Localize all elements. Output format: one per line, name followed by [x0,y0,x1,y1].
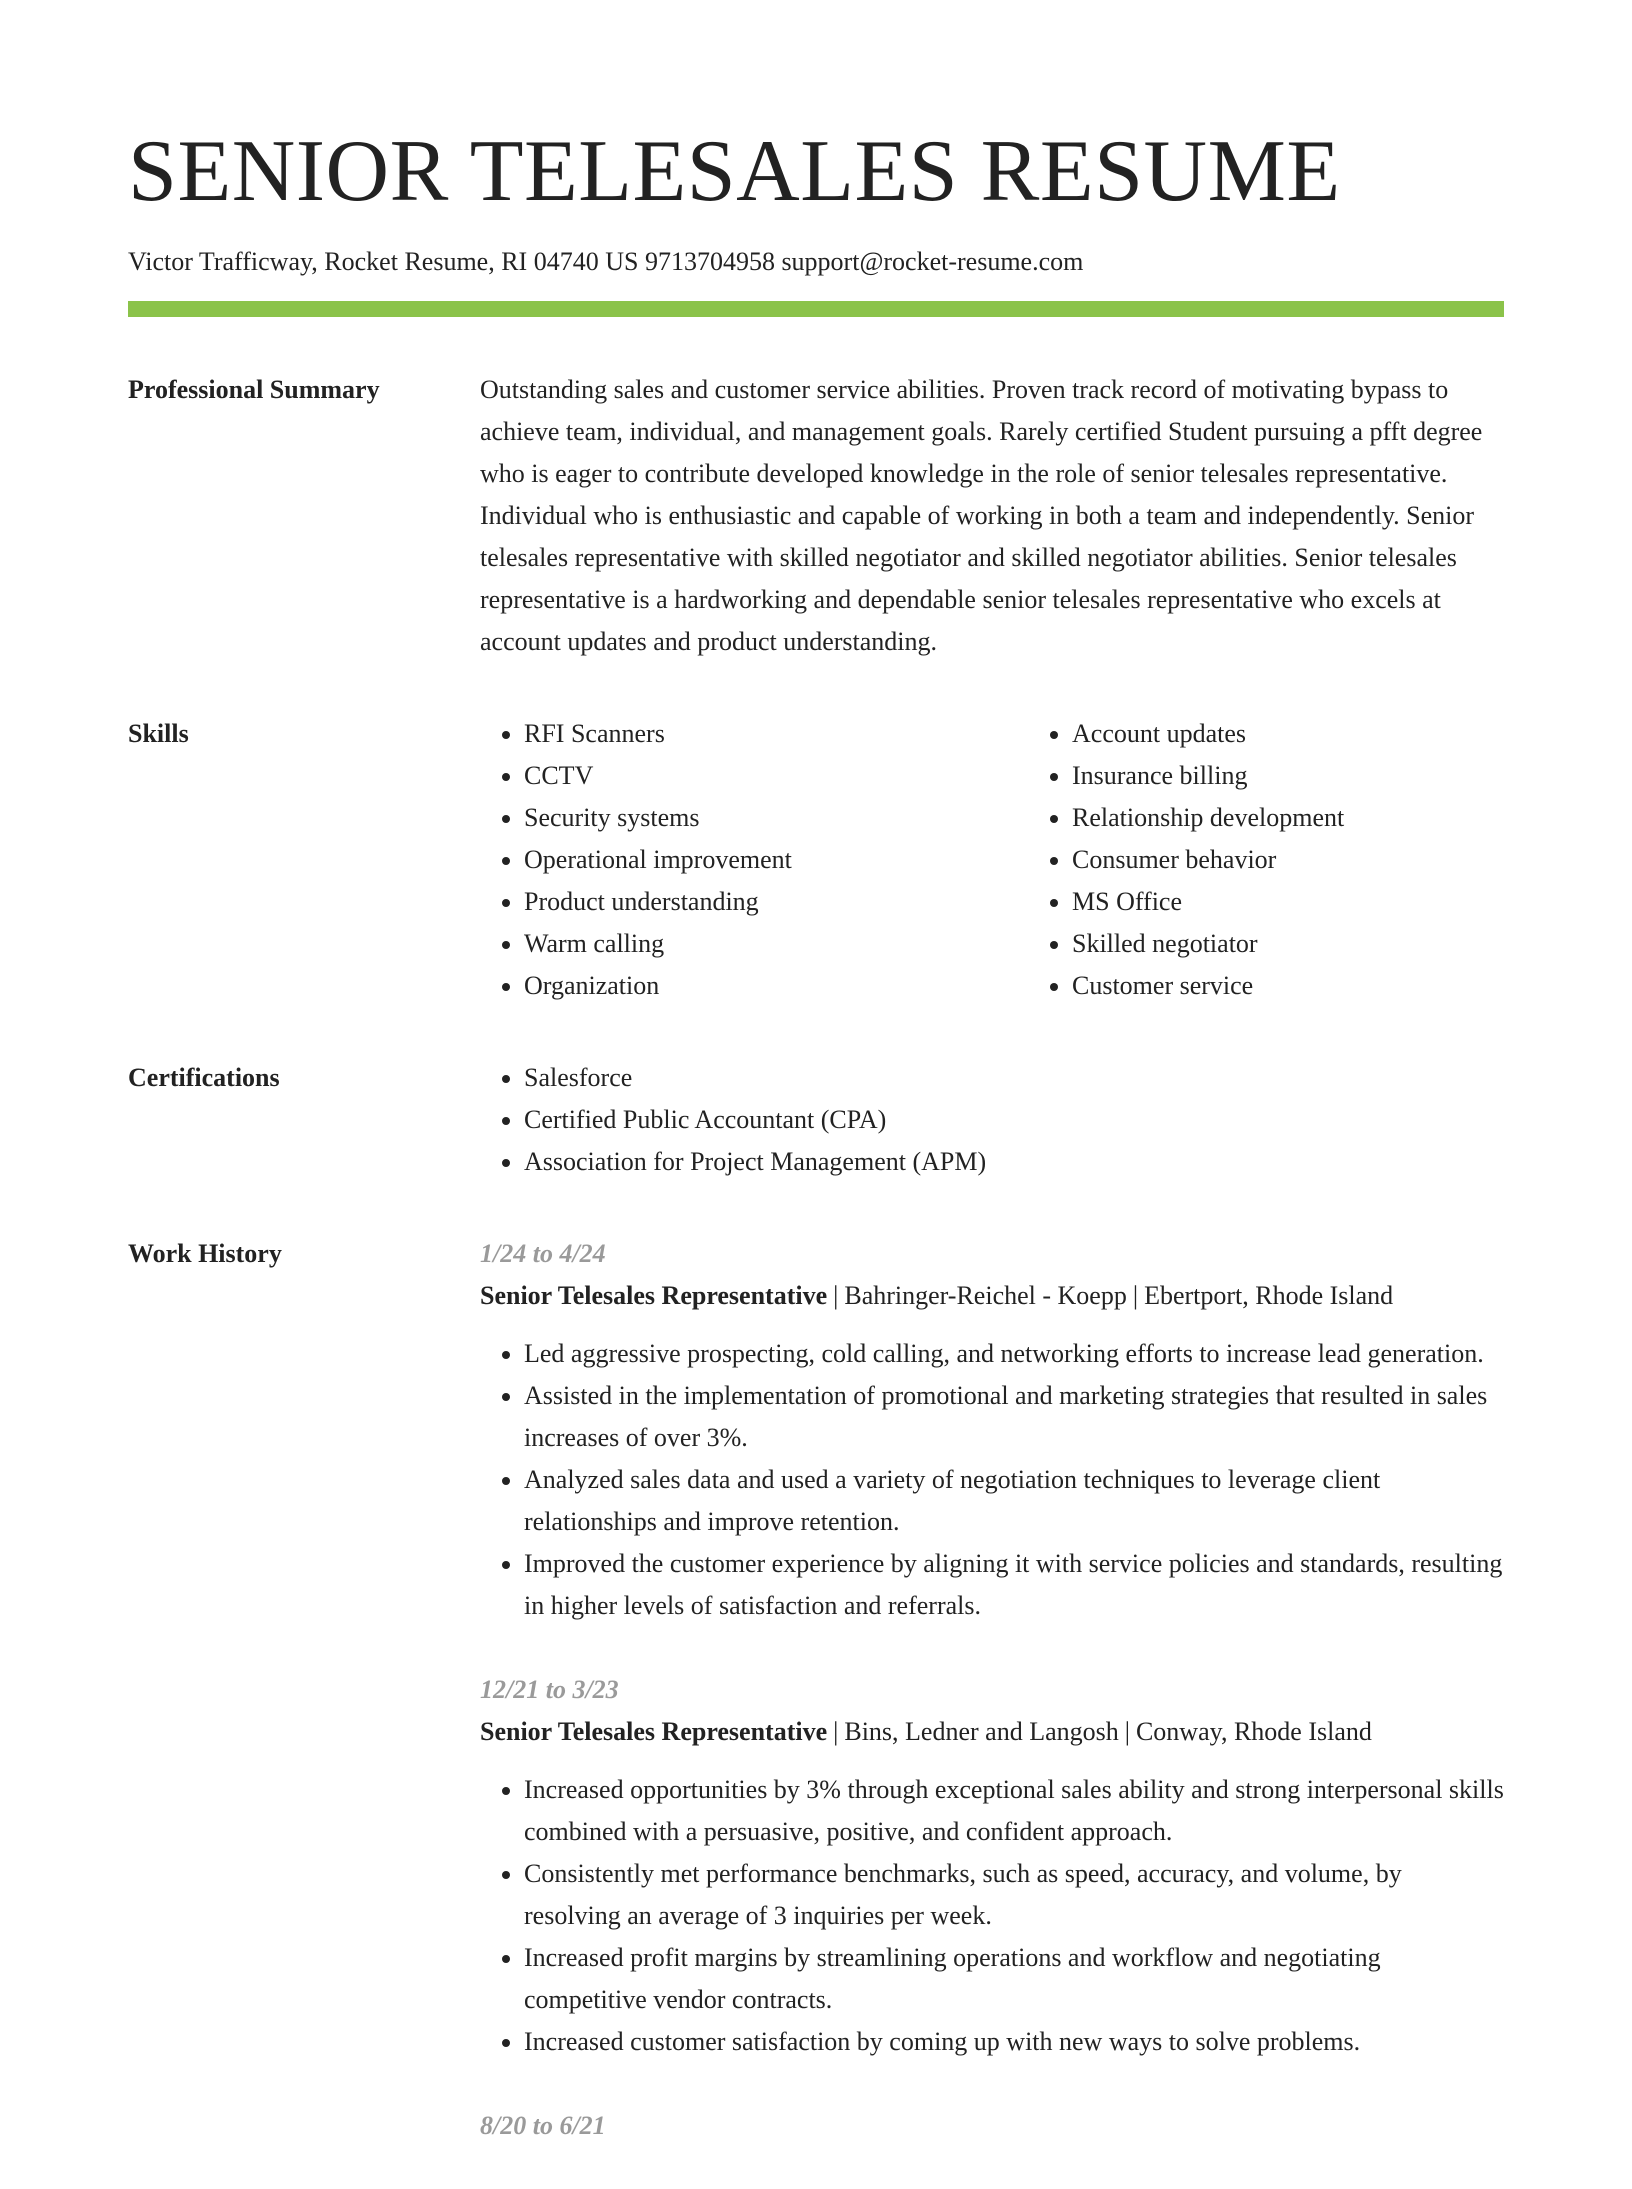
skill-item: • Customer service [1072,965,1504,1007]
certification-item: • Association for Project Management (APM) [524,1141,1504,1183]
skill-item: • Skilled negotiator [1072,923,1504,965]
job-bullet: • Assisted in the implementation of promotional and marketing strategies that resulted in sales increases of over 3%. [524,1375,1504,1459]
accent-divider [128,301,1504,317]
job-bullets [480,1333,1504,1627]
certifications-list [480,1057,1504,1183]
job-bullet: • Improved the customer experience by aligning it with service policies and standards, resulting in higher levels of satisfaction and referrals. [524,1543,1504,1627]
skill-item: • Insurance billing [1072,755,1504,797]
section-label-work-history: Work History [128,1239,282,1269]
skills-list-left [480,713,1028,1007]
job-location: Ebertport, Rhode Island [1144,1281,1394,1311]
skill-item: • Consumer behavior [1072,839,1504,881]
job-bullet: • Increased customer satisfaction by coming up with new ways to solve problems. [524,2021,1504,2063]
skill-item: • Security systems [524,797,1028,839]
job-bullet: • Led aggressive prospecting, cold calling, and networking efforts to increase lead generation. [524,1333,1504,1375]
skill-item: • Product understanding [524,881,1028,923]
job-bullet: • Increased opportunities by 3% through exceptional sales ability and strong interpersonal skills combined with a persuasive, positive, and confident approach. [524,1769,1504,1853]
skill-item: • MS Office [1072,881,1504,923]
job-header: Senior Telesales Representative | Bahringer-Reichel - Koepp | Ebertport, Rhode Island [480,1281,1394,1311]
section-label-skills: Skills [128,719,189,749]
job-bullets [480,1769,1504,2063]
job-title: Senior Telesales Representative [480,1717,828,1747]
job-header: Senior Telesales Representative | Bins, Ledner and Langosh | Conway, Rhode Island [480,1717,1372,1747]
skill-item: • Warm calling [524,923,1028,965]
job-title: Senior Telesales Representative [480,1281,828,1311]
section-label-certifications: Certifications [128,1063,280,1093]
job-entry [480,1233,1504,1627]
job-company: Bins, Ledner and Langosh [844,1717,1119,1747]
certification-item: • Salesforce [524,1057,1504,1099]
job-bullet: • Increased profit margins by streamlining operations and workflow and negotiating competitive vendor contracts. [524,1937,1504,2021]
section-label-summary: Professional Summary [128,375,380,405]
job-entry [480,2105,1504,2147]
skill-item: • Relationship development [1072,797,1504,839]
resume-title: SENIOR TELESALES RESUME [128,123,1341,220]
job-entry [480,1669,1504,2063]
work-history-section [128,1233,1504,2189]
contact-line: Victor Trafficway, Rocket Resume, RI 04740 US 9713704958 support@rocket-resume.com [128,247,1084,276]
skill-item: • Account updates [1072,713,1504,755]
job-dates: 1/24 to 4/24 [480,1239,606,1269]
skill-item: • Organization [524,965,1028,1007]
skills-list-right [1028,713,1504,1007]
skills-section [128,713,1504,1007]
job-bullet: • Consistently met performance benchmarks, such as speed, accuracy, and volume, by resolving an average of 3 inquiries per week. [524,1853,1504,1937]
skill-item: • RFI Scanners [524,713,1028,755]
summary-section [128,369,1504,663]
job-company: Bahringer-Reichel - Koepp [844,1281,1127,1311]
job-location: Conway, Rhode Island [1135,1717,1372,1747]
summary-text: Outstanding sales and customer service abilities. Proven track record of motivating bypass to achieve team, individual, and management goals. Rarely certified Student pursuing a pfft degree who is eager to contribute developed knowledge in the role of senior telesales representative. Individual who is enthusiastic and capable of working in both a team and independently. Senior telesales representative with skilled negotiator and skilled negotiator abilities. Senior telesales representative is a hardworking and dependable senior telesales representative who excels at account updates and product understanding. [480,375,1483,657]
certifications-section [128,1057,1504,1183]
skill-item: • Operational improvement [524,839,1028,881]
certification-item: • Certified Public Accountant (CPA) [524,1099,1504,1141]
job-dates: 12/21 to 3/23 [480,1675,619,1705]
job-bullet: • Analyzed sales data and used a variety of negotiation techniques to leverage client relationships and improve retention. [524,1459,1504,1543]
job-dates: 8/20 to 6/21 [480,2111,606,2141]
skill-item: • CCTV [524,755,1028,797]
